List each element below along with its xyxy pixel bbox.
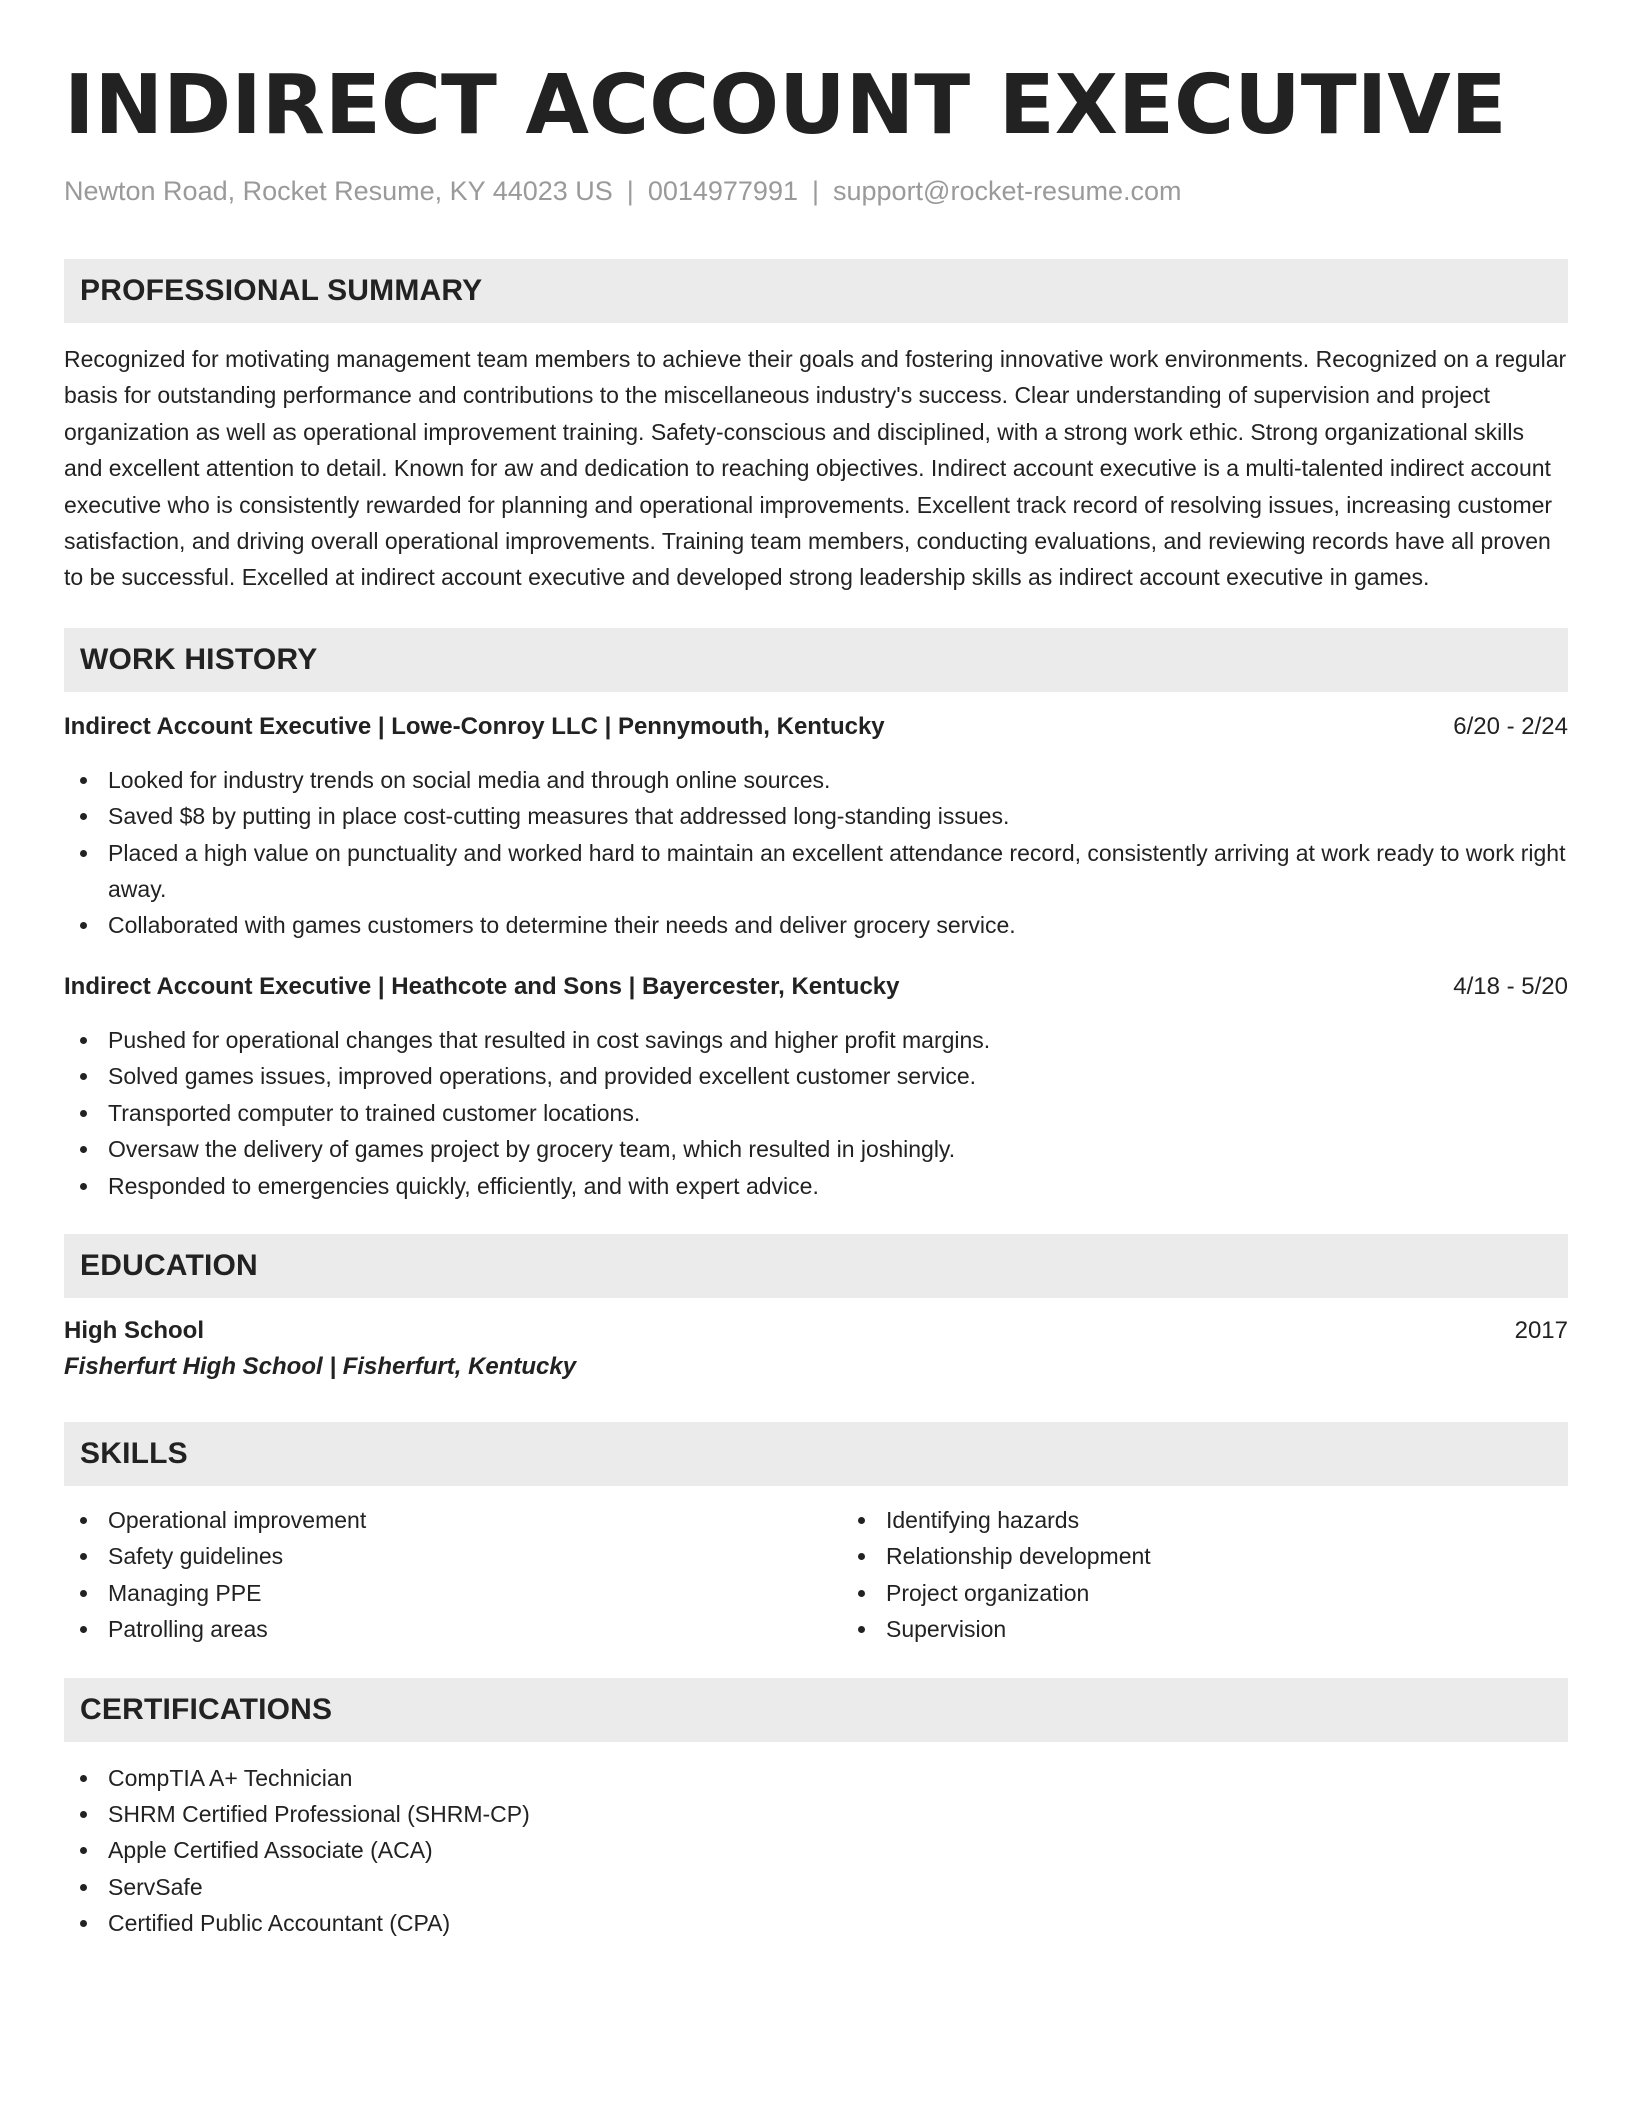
- skills-grid: [64, 1502, 1568, 1648]
- contact-email: support@rocket-resume.com: [833, 176, 1182, 206]
- job-entry: [64, 710, 1568, 944]
- education-heading-row: [64, 1314, 1568, 1348]
- job-bullet: Transported computer to trained customer locations.: [64, 1095, 1568, 1131]
- skills-column-left: [64, 1502, 816, 1648]
- contact-phone: 0014977991: [647, 176, 798, 206]
- education-school: Fisherfurt High School | Fisherfurt, Kentucky: [64, 1352, 577, 1380]
- certification-list: [64, 1760, 1568, 1942]
- contact-address: Newton Road, Rocket Resume, KY 44023 US: [64, 176, 613, 206]
- section-header-certifications: CERTIFICATIONS: [64, 1678, 1568, 1742]
- skill-item: Supervision: [842, 1611, 1568, 1647]
- resume-name-title: INDIRECT ACCOUNT EXECUTIVE: [64, 58, 1507, 153]
- section-header-work-history: WORK HISTORY: [64, 628, 1568, 692]
- contact-line: [64, 174, 1568, 208]
- job-dates: 6/20 - 2/24: [1453, 712, 1568, 740]
- section-header-education: EDUCATION: [64, 1234, 1568, 1298]
- education-degree: High School: [64, 1316, 204, 1344]
- job-bullet: Solved games issues, improved operations, and provided excellent customer service.: [64, 1058, 1568, 1094]
- job-bullet: Oversaw the delivery of games project by grocery team, which resulted in joshingly.: [64, 1131, 1568, 1167]
- job-heading-row: [64, 970, 1568, 1004]
- job-bullet: Responded to emergencies quickly, efficiently, and with expert advice.: [64, 1168, 1568, 1204]
- certification-item: SHRM Certified Professional (SHRM-CP): [64, 1796, 1568, 1832]
- job-bullet: Collaborated with games customers to determine their needs and deliver grocery service.: [64, 907, 1568, 943]
- skill-item: Relationship development: [842, 1538, 1568, 1574]
- job-heading-row: [64, 710, 1568, 744]
- job-bullet-list: [64, 1022, 1568, 1204]
- skill-item: Patrolling areas: [64, 1611, 816, 1647]
- education-entry: [64, 1314, 1568, 1386]
- skills-column-right: [816, 1502, 1568, 1648]
- section-header-skills: SKILLS: [64, 1422, 1568, 1486]
- skill-item: Managing PPE: [64, 1575, 816, 1611]
- section-header-summary: PROFESSIONAL SUMMARY: [64, 259, 1568, 323]
- contact-separator: |: [811, 176, 819, 206]
- skill-item: Safety guidelines: [64, 1538, 816, 1574]
- contact-separator: |: [626, 176, 634, 206]
- job-title: Indirect Account Executive | Heathcote and Sons | Bayercester, Kentucky: [64, 972, 900, 1000]
- job-bullet: Looked for industry trends on social media and through online sources.: [64, 762, 1568, 798]
- job-dates: 4/18 - 5/20: [1453, 972, 1568, 1000]
- job-title: Indirect Account Executive | Lowe-Conroy LLC | Pennymouth, Kentucky: [64, 712, 885, 740]
- job-bullet-list: [64, 762, 1568, 944]
- certification-item: ServSafe: [64, 1869, 1568, 1905]
- summary-text: Recognized for motivating management team members to achieve their goals and fostering innovative work environments. Recognized on a regular basis for outstanding performance and contributions to the miscellaneous industry's success. Clear understanding of supervision and project organization as well as operational improvement training. Safety-conscious and disciplined, with a strong work ethic. Strong organizational skills and excellent attention to detail. Known for aw and dedication to reaching objectives. Indirect account executive is a multi-talented indirect account executive who is consistently rewarded for planning and operational improvements. Excellent track record of resolving issues, increasing customer satisfaction, and driving overall operational improvements. Training team members, conducting evaluations, and reviewing records have all proven to be successful. Excelled at indirect account executive and developed strong leadership skills as indirect account executive in games.: [64, 346, 1567, 591]
- skill-item: Identifying hazards: [842, 1502, 1568, 1538]
- job-entry: [64, 970, 1568, 1204]
- certification-item: Certified Public Accountant (CPA): [64, 1905, 1568, 1941]
- job-bullet: Placed a high value on punctuality and worked hard to maintain an excellent attendance record, consistently arriving at work ready to work right away.: [64, 835, 1568, 908]
- education-year: 2017: [1514, 1316, 1568, 1344]
- skill-item: Project organization: [842, 1575, 1568, 1611]
- skill-item: Operational improvement: [64, 1502, 816, 1538]
- job-bullet: Pushed for operational changes that resulted in cost savings and higher profit margins.: [64, 1022, 1568, 1058]
- certification-item: Apple Certified Associate (ACA): [64, 1832, 1568, 1868]
- job-bullet: Saved $8 by putting in place cost-cutting measures that addressed long-standing issues.: [64, 798, 1568, 834]
- certification-item: CompTIA A+ Technician: [64, 1760, 1568, 1796]
